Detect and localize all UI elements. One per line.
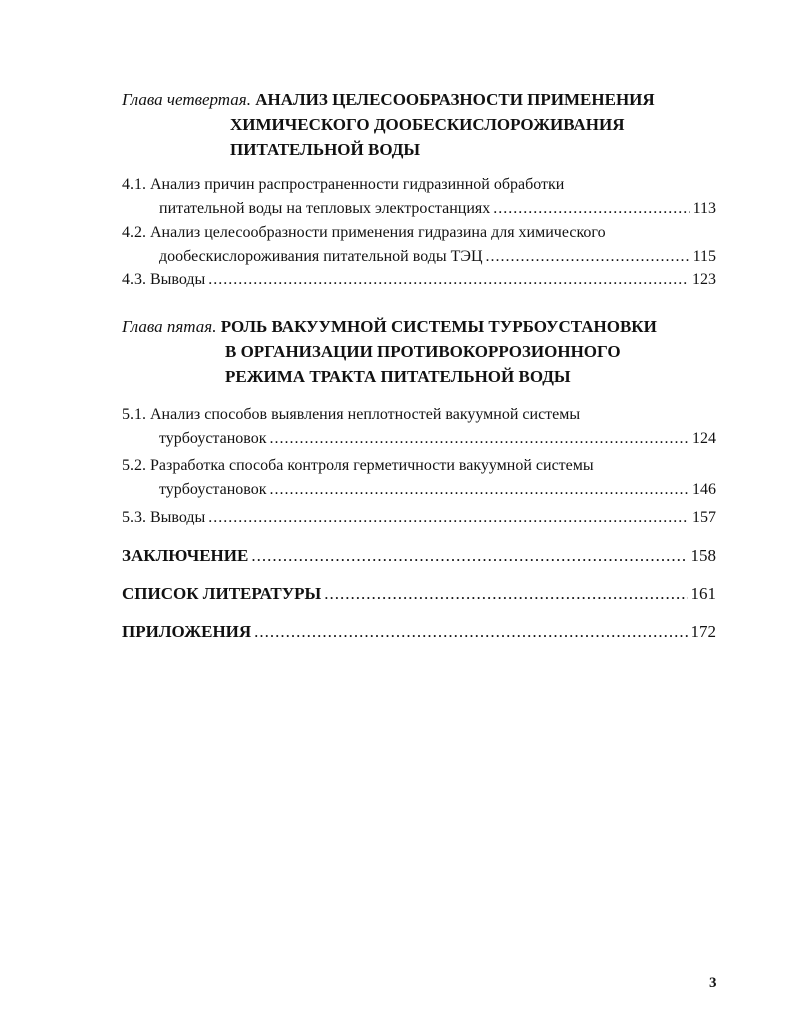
toc-entry-leader bbox=[122, 427, 716, 451]
toc-entry-4-2[interactable] bbox=[122, 221, 716, 269]
dot-leader bbox=[324, 582, 687, 606]
toc-entry-leader bbox=[122, 268, 716, 292]
dot-leader bbox=[486, 245, 690, 269]
toc-entry-text: 4.2. Анализ целесообразности применения гидразина для химического bbox=[122, 224, 606, 241]
chapter-4-prefix: Глава четвертая. bbox=[122, 90, 251, 109]
toc-entry-text-cont: турбоустановок bbox=[159, 430, 267, 447]
toc-section-conclusion[interactable] bbox=[122, 544, 716, 568]
toc-section-title: ЗАКЛЮЧЕНИЕ bbox=[122, 546, 249, 565]
toc-entry-leader bbox=[122, 245, 716, 269]
toc-entry-5-3[interactable] bbox=[122, 506, 716, 530]
toc-section-references[interactable] bbox=[122, 582, 716, 606]
toc-page-number: 157 bbox=[692, 509, 716, 526]
dot-leader bbox=[269, 427, 689, 451]
page-number: 3 bbox=[709, 975, 717, 991]
toc-section-title: ПРИЛОЖЕНИЯ bbox=[122, 622, 252, 641]
toc-entry-5-2[interactable] bbox=[122, 454, 716, 502]
chapter-5-title-line3: РЕЖИМА ТРАКТА ПИТАТЕЛЬНОЙ ВОДЫ bbox=[225, 367, 571, 386]
dot-leader bbox=[493, 197, 689, 221]
toc-page-number: 146 bbox=[692, 481, 716, 498]
chapter-4-title-line2: ХИМИЧЕСКОГО ДООБЕСКИСЛОРОЖИВАНИЯ bbox=[230, 115, 625, 134]
toc-page-number: 161 bbox=[690, 584, 716, 603]
toc-section-leader bbox=[122, 544, 716, 568]
toc-entry-5-1[interactable] bbox=[122, 403, 716, 451]
toc-section-leader bbox=[122, 620, 716, 644]
toc-page-number: 115 bbox=[692, 248, 716, 265]
dot-leader bbox=[208, 268, 689, 292]
toc-entry-leader bbox=[122, 506, 716, 530]
chapter-5-prefix: Глава пятая. bbox=[122, 317, 217, 336]
toc-entry-text: 4.1. Анализ причин распространенности гидразинной обработки bbox=[122, 176, 565, 193]
toc-section-leader bbox=[122, 582, 716, 606]
toc-entry-leader bbox=[122, 478, 716, 502]
toc-entry-leader bbox=[122, 197, 716, 221]
dot-leader bbox=[269, 478, 689, 502]
toc-entry-4-3[interactable] bbox=[122, 268, 716, 292]
chapter-4-title-line3: ПИТАТЕЛЬНОЙ ВОДЫ bbox=[230, 140, 421, 159]
toc-section-appendices[interactable] bbox=[122, 620, 716, 644]
toc-page-number: 158 bbox=[690, 546, 716, 565]
toc-entry-text: 5.3. Выводы bbox=[122, 509, 206, 526]
toc-entry-text-cont: турбоустановок bbox=[159, 481, 267, 498]
dot-leader bbox=[208, 506, 689, 530]
toc-entry-text: 4.3. Выводы bbox=[122, 271, 206, 288]
toc-entry-text: 5.1. Анализ способов выявления неплотностей вакуумной системы bbox=[122, 406, 581, 423]
toc-page-number: 123 bbox=[692, 271, 716, 288]
toc-entry-text-cont: питательной воды на тепловых электростанциях bbox=[159, 200, 491, 217]
toc-entry-text: 5.2. Разработка способа контроля герметичности вакуумной системы bbox=[122, 457, 594, 474]
chapter-4-heading bbox=[122, 87, 655, 162]
toc-page-number: 113 bbox=[692, 200, 716, 217]
toc-entry-4-1[interactable] bbox=[122, 173, 716, 221]
toc-section-title: СПИСОК ЛИТЕРАТУРЫ bbox=[122, 584, 322, 603]
toc-entry-text-cont: дообескислороживания питательной воды ТЭЦ bbox=[159, 248, 483, 265]
chapter-5-title-line1: РОЛЬ ВАКУУМНОЙ СИСТЕМЫ ТУРБОУСТАНОВКИ bbox=[220, 317, 657, 336]
chapter-4-title-line1: АНАЛИЗ ЦЕЛЕСООБРАЗНОСТИ ПРИМЕНЕНИЯ bbox=[255, 90, 655, 109]
toc-page-number: 172 bbox=[690, 622, 716, 641]
dot-leader bbox=[254, 620, 687, 644]
chapter-5-title-line2: В ОРГАНИЗАЦИИ ПРОТИВОКОРРОЗИОННОГО bbox=[225, 342, 621, 361]
toc-page-number: 124 bbox=[692, 430, 716, 447]
dot-leader bbox=[251, 544, 687, 568]
chapter-5-heading bbox=[122, 314, 657, 389]
